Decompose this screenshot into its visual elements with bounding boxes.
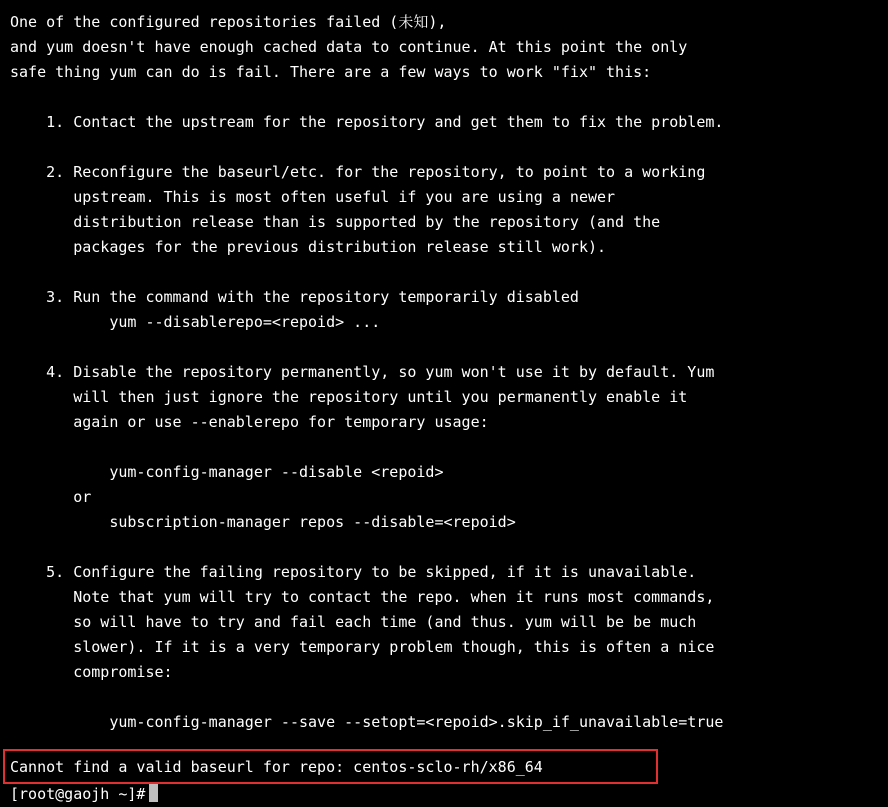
prompt-text: [root@gaojh ~]# bbox=[10, 785, 146, 803]
terminal-line: upstream. This is most often useful if you are using a newer bbox=[10, 188, 616, 206]
terminal-line: slower). If it is a very temporary problem though, this is often a nice bbox=[10, 638, 715, 656]
terminal-line: compromise: bbox=[10, 663, 173, 681]
terminal-line: packages for the previous distribution release still work). bbox=[10, 238, 607, 256]
terminal-output bbox=[0, 10, 888, 735]
terminal-line: 5. Configure the failing repository to be skipped, if it is unavailable. bbox=[10, 563, 697, 581]
terminal-line bbox=[0, 535, 888, 560]
terminal-line: 2. Reconfigure the baseurl/etc. for the repository, to point to a working bbox=[10, 163, 706, 181]
terminal-line bbox=[0, 435, 888, 460]
terminal-line bbox=[0, 135, 888, 160]
terminal-line bbox=[0, 85, 888, 110]
terminal-line: distribution release than is supported by the repository (and the bbox=[10, 213, 661, 231]
terminal-line: 3. Run the command with the repository temporarily disabled bbox=[10, 288, 579, 306]
cursor bbox=[149, 784, 158, 802]
terminal-line: 1. Contact the upstream for the repository and get them to fix the problem. bbox=[10, 113, 724, 131]
terminal-line: again or use --enablerepo for temporary usage: bbox=[10, 413, 489, 431]
terminal-line bbox=[0, 260, 888, 285]
terminal-line: safe thing yum can do is fail. There are a few ways to work "fix" this: bbox=[10, 63, 652, 81]
shell-prompt[interactable] bbox=[10, 782, 158, 807]
terminal-line: will then just ignore the repository until you permanently enable it bbox=[10, 388, 688, 406]
terminal-line bbox=[0, 335, 888, 360]
terminal-line: yum-config-manager --save --setopt=<repoid>.skip_if_unavailable=true bbox=[10, 713, 724, 731]
terminal-line: 4. Disable the repository permanently, so yum won't use it by default. Yum bbox=[10, 363, 715, 381]
terminal-line: yum-config-manager --disable <repoid> bbox=[10, 463, 444, 481]
terminal-line: Note that yum will try to contact the repo. when it runs most commands, bbox=[10, 588, 715, 606]
terminal-line bbox=[0, 685, 888, 710]
terminal-line: or bbox=[10, 488, 92, 506]
terminal-line: One of the configured repositories failed (未知), bbox=[10, 13, 447, 31]
terminal-line: and yum doesn't have enough cached data to continue. At this point the only bbox=[10, 38, 688, 56]
error-message: Cannot find a valid baseurl for repo: centos-sclo-rh/x86_64 bbox=[10, 758, 543, 776]
terminal-line: yum --disablerepo=<repoid> ... bbox=[10, 313, 381, 331]
terminal-line: so will have to try and fail each time (and thus. yum will be be much bbox=[10, 613, 697, 631]
terminal-line: subscription-manager repos --disable=<repoid> bbox=[10, 513, 516, 531]
